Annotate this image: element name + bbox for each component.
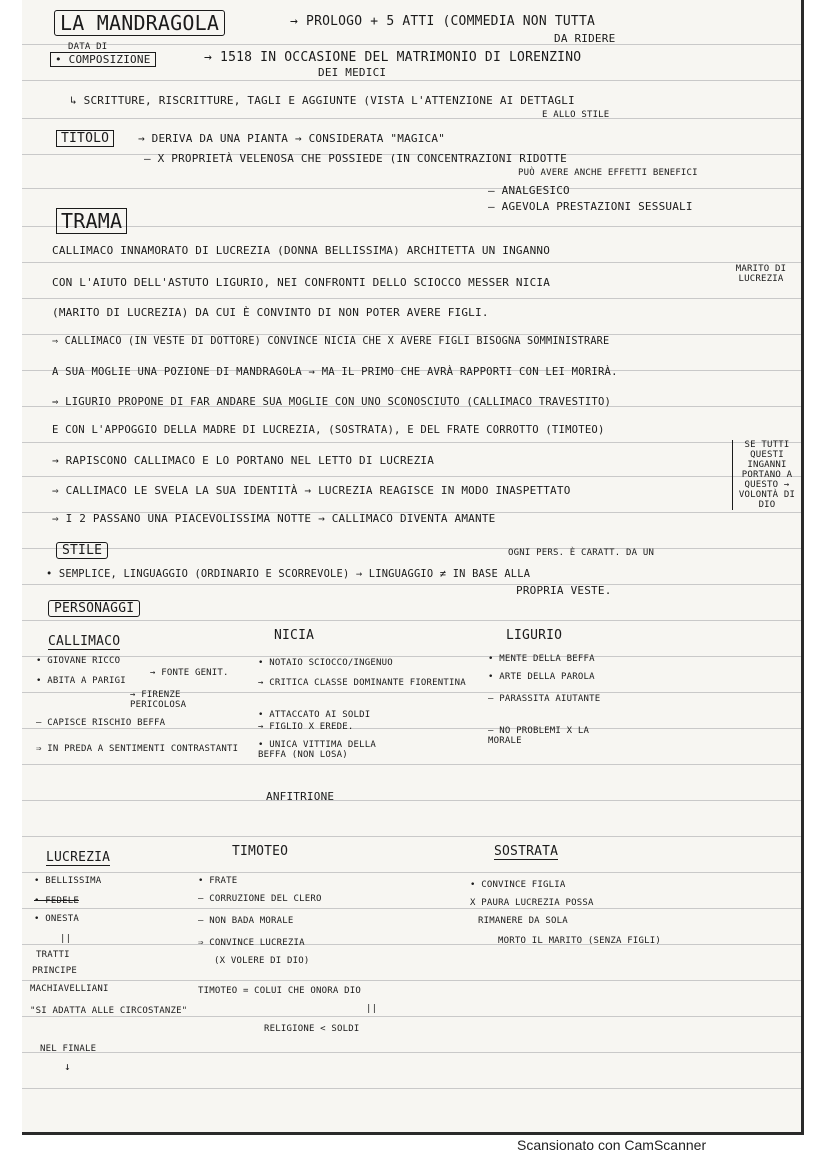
- lucrezia-name: LUCREZIA: [46, 850, 111, 865]
- stile-top-note: OGNI PERS. È CARATT. DA UN: [508, 548, 655, 558]
- sostrata-item: MORTO IL MARITO (SENZA FIGLI): [498, 936, 661, 946]
- lucrezia-item: ↓: [64, 1060, 71, 1073]
- ligurio-name: LIGURIO: [506, 628, 563, 643]
- timoteo-item: • FRATE: [198, 876, 238, 886]
- lucrezia-item: • FEDELE: [34, 896, 79, 906]
- nicia-name: NICIA: [274, 628, 315, 643]
- ruled-line: [22, 44, 801, 45]
- scanner-footer: Scansionato con CamScanner: [517, 1137, 707, 1153]
- callimaco-name: CALLIMACO: [48, 634, 121, 649]
- trama-note-marito: MARITO DI LUCREZIA: [735, 264, 787, 284]
- trama-line-9: ⇒ CALLIMACO LE SVELA LA SUA IDENTITÀ → LUCREZIA REAGISCE IN MODO INASPETTATO: [52, 484, 571, 497]
- ruled-line: [22, 1088, 801, 1089]
- ruled-line: [22, 334, 801, 335]
- personaggi-label: PERSONAGGI: [48, 600, 140, 617]
- ruled-line: [22, 1016, 801, 1017]
- titolo-line-2b: PUÒ AVERE ANCHE EFFETTI BENEFICI: [518, 168, 698, 178]
- trama-line-2: CON L'AIUTO DELL'ASTUTO LIGURIO, NEI CONFRONTI DELLO SCIOCCO MESSER NICIA: [52, 276, 551, 289]
- titolo-line-4: – AGEVOLA PRESTAZIONI SESSUALI: [488, 200, 693, 213]
- ruled-line: [22, 298, 801, 299]
- timoteo-item: – NON BADA MORALE: [198, 916, 294, 926]
- trama-line-8: → RAPISCONO CALLIMACO E LO PORTANO NEL LETTO DI LUCREZIA: [52, 454, 435, 467]
- ruled-line: [22, 80, 801, 81]
- composition-label-top: DATA DI: [68, 42, 108, 52]
- ruled-line: [22, 188, 801, 189]
- trama-label: TRAMA: [56, 208, 127, 234]
- callimaco-item: • GIOVANE RICCO: [36, 656, 121, 666]
- callimaco-item: → FIRENZE PERICOLOSA: [130, 690, 187, 710]
- sostrata-name: SOSTRATA: [494, 844, 559, 859]
- timoteo-item: (X VOLERE DI DIO): [214, 956, 310, 966]
- nicia-item: → CRITICA CLASSE DOMINANTE FIORENTINA: [258, 678, 466, 688]
- callimaco-item: → FONTE GENIT.: [150, 668, 229, 678]
- stile-line-2: PROPRIA VESTE.: [516, 584, 612, 597]
- nicia-item: • NOTAIO SCIOCCO/INGENUO: [258, 658, 393, 668]
- ligurio-item: • ARTE DELLA PAROLA: [488, 672, 595, 682]
- genre-line: → PROLOGO + 5 ATTI (COMMEDIA NON TUTTA: [290, 14, 596, 29]
- rewrites-line: ↳ SCRITTURE, RISCRITTURE, TAGLI E AGGIUNTE (VISTA L'ATTENZIONE AI DETTAGLI: [70, 94, 575, 107]
- lucrezia-item: • ONESTA: [34, 914, 79, 924]
- lucrezia-item: MACHIAVELLIANI: [30, 984, 109, 994]
- sostrata-item: X PAURA LUCREZIA POSSA: [470, 898, 594, 908]
- lucrezia-item: TRATTI: [36, 950, 70, 960]
- notebook-page: [22, 0, 804, 1135]
- ruled-line: [22, 442, 801, 443]
- sostrata-item: RIMANERE DA SOLA: [478, 916, 568, 926]
- titolo-label: TITOLO: [56, 130, 114, 147]
- titolo-line-3: – ANALGESICO: [488, 184, 570, 197]
- ruled-line: [22, 908, 801, 909]
- trama-line-1: CALLIMACO INNAMORATO DI LUCREZIA (DONNA BELLISSIMA) ARCHITETTA UN INGANNO: [52, 244, 551, 257]
- composition-text: → 1518 IN OCCASIONE DEL MATRIMONIO DI LORENZINO: [204, 50, 582, 65]
- ligurio-item: – NO PROBLEMI X LA MORALE: [488, 726, 590, 746]
- ruled-line: [22, 944, 801, 945]
- nicia-item: ANFITRIONE: [266, 790, 335, 803]
- lucrezia-item: "SI ADATTA ALLE CIRCOSTANZE": [30, 1006, 188, 1016]
- nicia-item: • ATTACCATO AI SOLDI: [258, 710, 371, 720]
- timoteo-item: ⇒ CONVINCE LUCREZIA: [198, 938, 305, 948]
- trama-line-3: (MARITO DI LUCREZIA) DA CUI È CONVINTO DI NON POTER AVERE FIGLI.: [52, 306, 489, 319]
- ruled-line: [22, 836, 801, 837]
- timoteo-item: ||: [366, 1004, 378, 1014]
- page-title: LA MANDRAGOLA: [54, 10, 225, 36]
- timoteo-item: TIMOTEO = COLUI CHE ONORA DIO: [198, 986, 361, 996]
- callimaco-item: ⇒ IN PREDA A SENTIMENTI CONTRASTANTI: [36, 744, 239, 754]
- ruled-line: [22, 476, 801, 477]
- trama-line-7: E CON L'APPOGGIO DELLA MADRE DI LUCREZIA, (SOSTRATA), E DEL FRATE CORROTTO (TIMOTEO): [52, 424, 605, 436]
- trama-side-note: SE TUTTI QUESTI INGANNI PORTANO A QUESTO → VOLONTÀ DI DIO: [732, 440, 799, 510]
- stile-label: STILE: [56, 542, 108, 559]
- trama-line-4: ⇒ CALLIMACO (IN VESTE DI DOTTORE) CONVINCE NICIA CHE X AVERE FIGLI BISOGNA SOMMINISTRARE: [52, 336, 610, 347]
- ruled-line: [22, 118, 801, 119]
- ligurio-item: • MENTE DELLA BEFFA: [488, 654, 595, 664]
- lucrezia-item: PRINCIPE: [32, 966, 77, 976]
- ruled-line: [22, 800, 801, 801]
- lucrezia-item: • BELLISSIMA: [34, 876, 102, 886]
- ligurio-item: – PARASSITA AIUTANTE: [488, 694, 601, 704]
- trama-line-10: ⇒ I 2 PASSANO UNA PIACEVOLISSIMA NOTTE → CALLIMACO DIVENTA AMANTE: [52, 512, 496, 525]
- ruled-line: [22, 584, 801, 585]
- trama-line-6: ⇒ LIGURIO PROPONE DI FAR ANDARE SUA MOGLIE CON UNO SCONOSCIUTO (CALLIMACO TRAVESTITO): [52, 396, 612, 408]
- trama-line-5: A SUA MOGLIE UNA POZIONE DI MANDRAGOLA → MA IL PRIMO CHE AVRÀ RAPPORTI CON LEI MORIRÀ.: [52, 366, 618, 378]
- composition-label: • COMPOSIZIONE: [50, 52, 156, 67]
- composition-text-2: DEI MEDICI: [318, 66, 387, 79]
- ruled-line: [22, 548, 801, 549]
- titolo-line-1: → DERIVA DA UNA PIANTA → CONSIDERATA "MAGICA": [138, 132, 446, 145]
- ruled-line: [22, 728, 801, 729]
- ruled-line: [22, 872, 801, 873]
- genre-line-2: DA RIDERE: [554, 32, 616, 45]
- nicia-item: → FIGLIO X EREDE.: [258, 722, 354, 732]
- titolo-line-2: – X PROPRIETÀ VELENOSA CHE POSSIEDE (IN CONCENTRAZIONI RIDOTTE: [144, 152, 567, 165]
- callimaco-item: • ABITA A PARIGI: [36, 676, 126, 686]
- ruled-line: [22, 226, 801, 227]
- nicia-item: • UNICA VITTIMA DELLA BEFFA (NON LOSA): [258, 740, 376, 760]
- lucrezia-item: NEL FINALE: [40, 1044, 97, 1054]
- timoteo-name: TIMOTEO: [232, 844, 289, 859]
- ruled-line: [22, 656, 801, 657]
- rewrites-line-2: E ALLO STILE: [542, 110, 610, 120]
- ruled-line: [22, 620, 801, 621]
- sostrata-item: • CONVINCE FIGLIA: [470, 880, 566, 890]
- callimaco-item: – CAPISCE RISCHIO BEFFA: [36, 718, 166, 728]
- ruled-line: [22, 262, 801, 263]
- ruled-line: [22, 764, 801, 765]
- ruled-line: [22, 1052, 801, 1053]
- ruled-line: [22, 980, 801, 981]
- stile-line-1: • SEMPLICE, LINGUAGGIO (ORDINARIO E SCORREVOLE) → LINGUAGGIO ≠ IN BASE ALLA: [46, 568, 531, 580]
- timoteo-item: RELIGIONE < SOLDI: [264, 1024, 360, 1034]
- timoteo-item: – CORRUZIONE DEL CLERO: [198, 894, 322, 904]
- lucrezia-item: ||: [60, 934, 72, 944]
